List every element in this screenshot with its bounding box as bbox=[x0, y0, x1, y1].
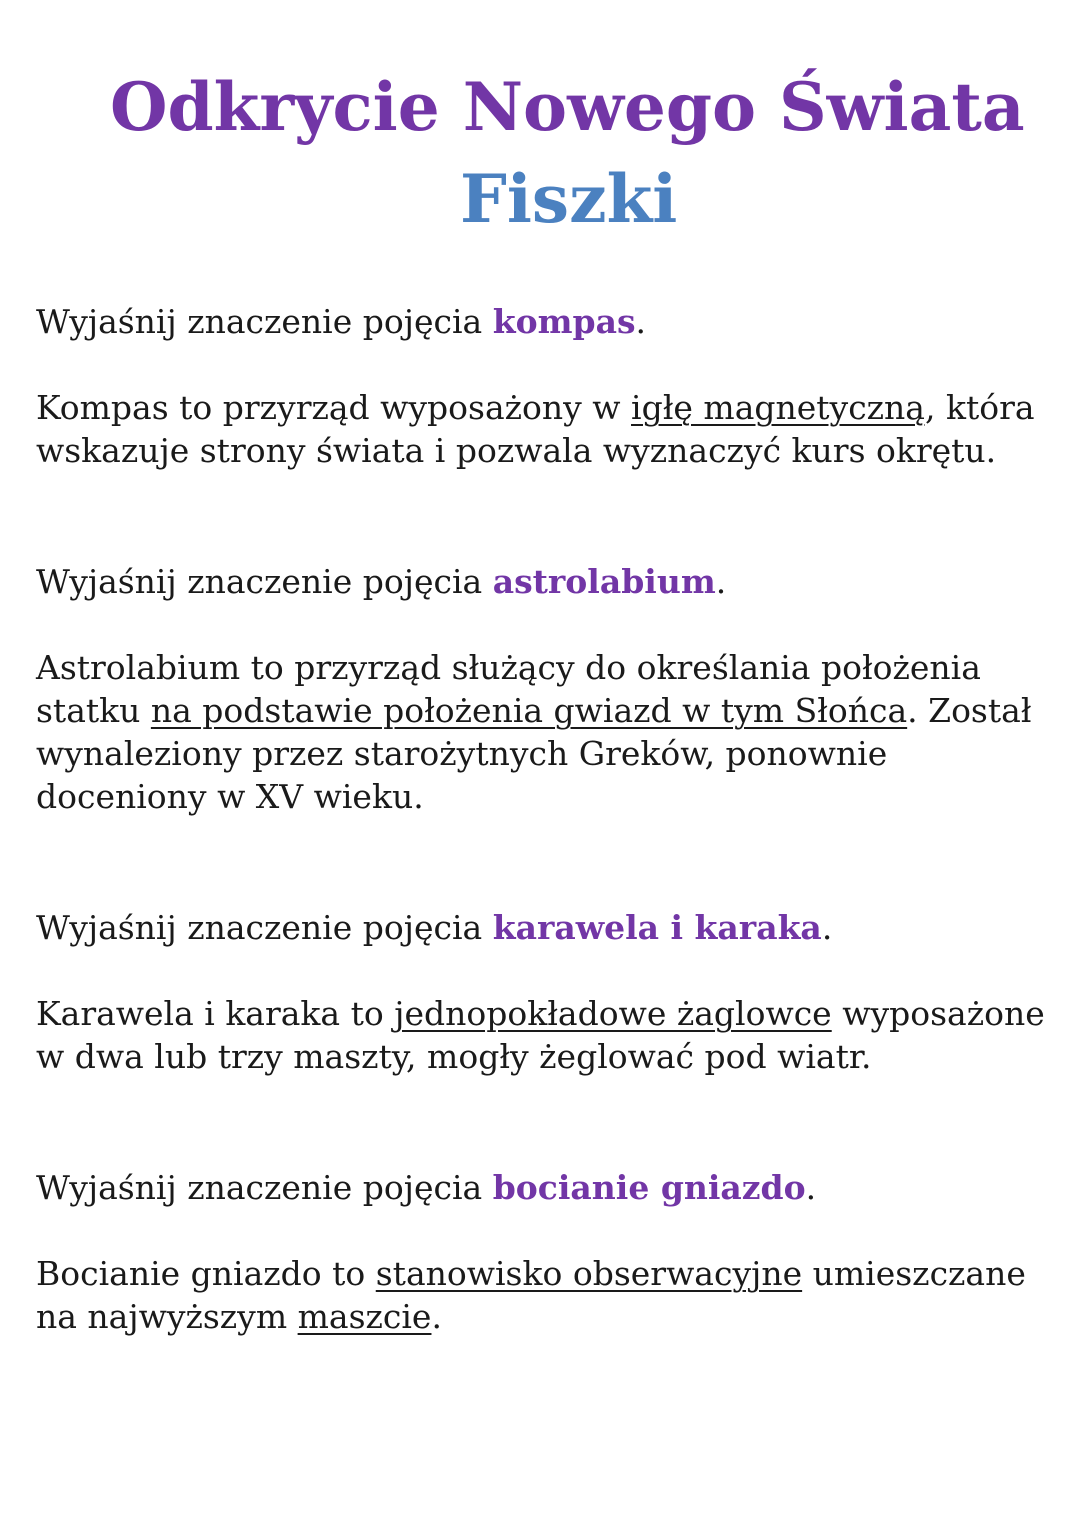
question-term: kompas bbox=[492, 302, 636, 341]
page-title: Odkrycie Nowego Świata bbox=[110, 68, 1025, 146]
question-text: Wyjaśnij znaczenie pojęcia bbox=[36, 562, 493, 601]
question-end: . bbox=[635, 302, 647, 341]
answer-text: Kompas to przyrząd wyposażony w bbox=[36, 388, 632, 427]
answer-text: . Został wynaleziony przez starożytnych Greków, ponownie doceniony w XV wieku. bbox=[36, 691, 1032, 816]
answer-text: , która wskazuje strony świata i pozwala wyznaczyć kurs okrętu. bbox=[36, 388, 1035, 470]
flashcard-question bbox=[36, 300, 1046, 344]
answer-text: Astrolabium to przyrząd służący do określania położenia statku bbox=[36, 648, 981, 730]
question-end: . bbox=[715, 562, 727, 601]
flashcard-answer bbox=[36, 992, 1046, 1078]
answer-underlined: igłę magnetyczną bbox=[631, 388, 925, 427]
answer-text: umieszczane na najwyższym bbox=[36, 1254, 1026, 1336]
answer-text: . bbox=[431, 1297, 442, 1336]
answer-text: wyposażone w dwa lub trzy maszty, mogły żeglować pod wiatr. bbox=[36, 994, 1045, 1076]
flashcard-list bbox=[36, 300, 1046, 1338]
answer-underlined: na podstawie położenia gwiazd w tym Słońca bbox=[150, 691, 908, 730]
answer-underlined: jednopokładowe żaglowce bbox=[394, 994, 832, 1033]
question-term: bocianie gniazdo bbox=[492, 1168, 806, 1207]
flashcard-kompas bbox=[36, 300, 1046, 472]
question-end: . bbox=[805, 1168, 817, 1207]
flashcard-answer bbox=[36, 1252, 1046, 1338]
question-text: Wyjaśnij znaczenie pojęcia bbox=[36, 302, 493, 341]
flashcard-astrolabium bbox=[36, 560, 1046, 818]
flashcard-question bbox=[36, 906, 1046, 950]
question-text: Wyjaśnij znaczenie pojęcia bbox=[36, 908, 493, 947]
flashcard-question bbox=[36, 560, 1046, 604]
question-end: . bbox=[821, 908, 833, 947]
question-term: karawela i karaka bbox=[492, 908, 822, 947]
answer-text: Karawela i karaka to bbox=[36, 994, 395, 1033]
flashcard-question bbox=[36, 1166, 1046, 1210]
flashcard-answer bbox=[36, 646, 1046, 818]
answer-underlined: maszcie bbox=[297, 1297, 432, 1336]
flashcard-karawela-i-karaka bbox=[36, 906, 1046, 1078]
question-text: Wyjaśnij znaczenie pojęcia bbox=[36, 1168, 493, 1207]
question-term: astrolabium bbox=[492, 562, 716, 601]
answer-underlined: stanowisko obserwacyjne bbox=[375, 1254, 803, 1293]
flashcard-answer bbox=[36, 386, 1046, 472]
page-subtitle: Fiszki bbox=[460, 160, 678, 238]
flashcard-bocianie-gniazdo bbox=[36, 1166, 1046, 1338]
answer-text: Bocianie gniazdo to bbox=[36, 1254, 376, 1293]
